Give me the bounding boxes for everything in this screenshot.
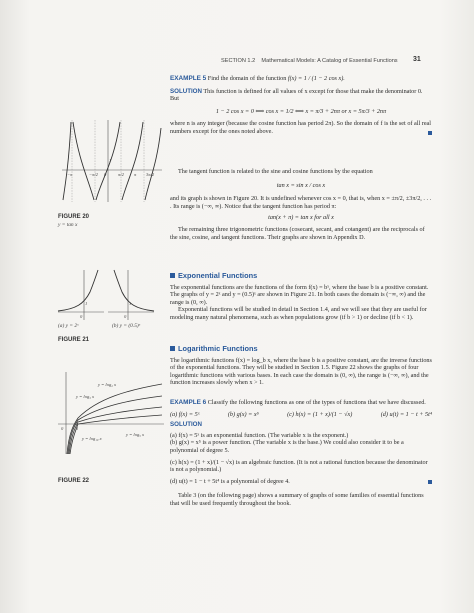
tick-zero: 0 (124, 314, 127, 319)
example-6-items (170, 411, 432, 419)
example-6-item: (c) h(x) = (1 + x)/(1 − √x) (287, 410, 353, 418)
tangent-branch (122, 122, 143, 200)
example-6 (170, 399, 432, 508)
example-6-answer: (d) u(t) = 1 − t + 5t⁴ is a polynomial of degree 4. (170, 477, 290, 485)
log-graph (58, 372, 164, 454)
tick-one: 1 (85, 301, 88, 306)
tick-label: π (134, 172, 137, 177)
example-5-solution-label: SOLUTION (170, 87, 202, 95)
section-title: Mathematical Models: A Catalog of Essential Functions (261, 58, 398, 64)
running-header (221, 58, 398, 64)
example-6-answer: (a) f(x) = 5ˣ is an exponential function. (The variable x is the exponent.) (170, 431, 349, 439)
tangent-branch (63, 122, 71, 200)
example-5-text: Find the domain of the function (207, 75, 287, 82)
exp-curve (114, 270, 154, 311)
tangent-text: and its graph is shown in Figure 20. It is undefined whenever cos x = 0, that is, when x = ±π/2, ±3π/2, . . . . Its range is (−∞, ∞). Notice that the tangent function has period π: (170, 195, 432, 210)
tick-label: 0 (104, 172, 107, 177)
page-number: 31 (413, 56, 421, 63)
log-curve (69, 407, 162, 454)
log-curve (68, 396, 162, 454)
figure-22-label: FIGURE 22 (58, 478, 90, 484)
tick-zero: 0 (61, 426, 64, 431)
example-5 (170, 75, 432, 136)
exp-2x-graph (58, 270, 104, 320)
exponential-heading: Exponential Functions (178, 271, 258, 280)
tangent-graph (62, 120, 162, 202)
tick-label: −π (67, 172, 73, 177)
figure-20-label: FIGURE 20 (58, 214, 90, 220)
example-6-answer: (c) h(x) = (1 + x)/(1 − √x) is an algebraic function. (It is not a rational function because the denominator is not a polynomial.) (170, 458, 428, 474)
curve-label: y = log₃ x (76, 394, 95, 399)
example-5-function: f(x) = 1 / (1 − 2 cos x). (287, 75, 345, 82)
curve-label: y = log₁₀ x (82, 436, 102, 441)
tick-zero: 0 (80, 314, 83, 319)
figure-21-caption-b: (b) y = (0.5)ˣ (112, 323, 141, 329)
end-of-example-marker (428, 480, 432, 484)
log-curve (70, 415, 162, 454)
tangent-branch (73, 122, 94, 200)
curve-label: y = log₂ x (98, 382, 117, 387)
exponential-section (170, 272, 432, 322)
exponential-paragraph-2: Exponential functions will be studied in detail in Section 1.4, and we will see that they are useful for modeling many natural phenomena, such as when populations grow (if b > 1) or decline (if b < 1). (170, 306, 427, 321)
example-5-conclusion: where n is any integer (because the cosine function has period 2π). So the domain of f is the set of all real numbers except for the ones noted above. (170, 120, 432, 135)
other-trig-text: The remaining three trigonometric functions (cosecant, secant, and cotangent) are the reciprocals of the sine, cosine, and tangent functions. Their graphs are shown in Appendix D. (170, 225, 425, 241)
logarithmic-heading: Logarithmic Functions (178, 344, 258, 353)
tangent-section (170, 168, 432, 241)
section-marker-icon (170, 346, 175, 351)
curve-label: y = log₅ x (126, 432, 145, 437)
end-of-example-marker (428, 131, 432, 135)
example-6-answer: (b) g(x) = x⁵ is a power function. (The variable x is the base.) We could also consider it to be a polynomial of degree 5. (170, 439, 404, 454)
tick-label: 3π/2 (146, 172, 155, 177)
figure-20-caption: y = tan x (58, 222, 78, 228)
tick-one: 1 (109, 158, 112, 163)
example-5-solution-text: This function is defined for all values of x except for those that make the denominator 0. But (170, 87, 423, 103)
tangent-equation: tan x = sin x / cos x (276, 181, 326, 189)
section-number: SECTION 1.2 (221, 58, 256, 64)
closing-paragraph: Table 3 (on the following page) shows a summary of graphs of some families of essential functions that will be used frequently throughout the book. (170, 492, 424, 507)
tick-one: 1 (76, 426, 79, 431)
example-6-item: (d) u(t) = 1 − t + 5t⁴ (380, 410, 432, 418)
figure-21-label: FIGURE 21 (58, 337, 90, 343)
example-6-item: (a) f(x) = 5ˣ (170, 410, 200, 418)
logarithmic-section (170, 345, 432, 387)
tick-label: π/2 (118, 172, 124, 177)
example-6-label: EXAMPLE 6 (170, 399, 207, 406)
exponential-paragraph-1: The exponential functions are the functions of the form f(x) = bˣ, where the base b is a positive constant. The graphs of y = 2ˣ and y = (0.5)ˣ are shown in Figure 21. In both cases the domain is (−∞, ∞) and the range is (0, ∞). (170, 283, 429, 306)
tangent-branch (145, 128, 161, 200)
figure-21-caption-a: (a) y = 2ˣ (58, 323, 79, 329)
tick-label: −π/2 (89, 172, 98, 177)
logarithmic-paragraph: The logarithmic functions f(x) = log_b x, where the base b is a positive constant, are the inverse functions of the exponential functions. They will be studied in Section 1.5. Figure 22 shows the graphs of four logarithmic functions with various bases. In each case the domain is (0, ∞), the range is (−∞, ∞), and the function increases slowly when x > 1. (170, 356, 432, 387)
section-marker-icon (170, 273, 175, 278)
tangent-periodic: tan(x + π) = tan x for all x (268, 214, 334, 222)
tangent-curves (63, 122, 161, 200)
tangent-intro: The tangent function is related to the sine and cosine functions by the equation (178, 168, 373, 175)
exp-half-x-graph (108, 270, 154, 320)
example-6-solution-label: SOLUTION (170, 421, 202, 429)
example-6-item: (b) g(x) = x⁵ (227, 410, 259, 418)
tick-one: 1 (129, 301, 132, 306)
exp-curve (58, 270, 98, 311)
example-5-equation: 1 − 2 cos x = 0 ⟺ cos x = 1/2 ⟺ x = π/3 + 2nπ or x = 5π/3 + 2nπ (215, 107, 387, 115)
example-5-label: EXAMPLE 5 (170, 75, 207, 82)
example-6-text: Classify the following functions as one of the types of functions that we have discussed. (207, 399, 426, 406)
